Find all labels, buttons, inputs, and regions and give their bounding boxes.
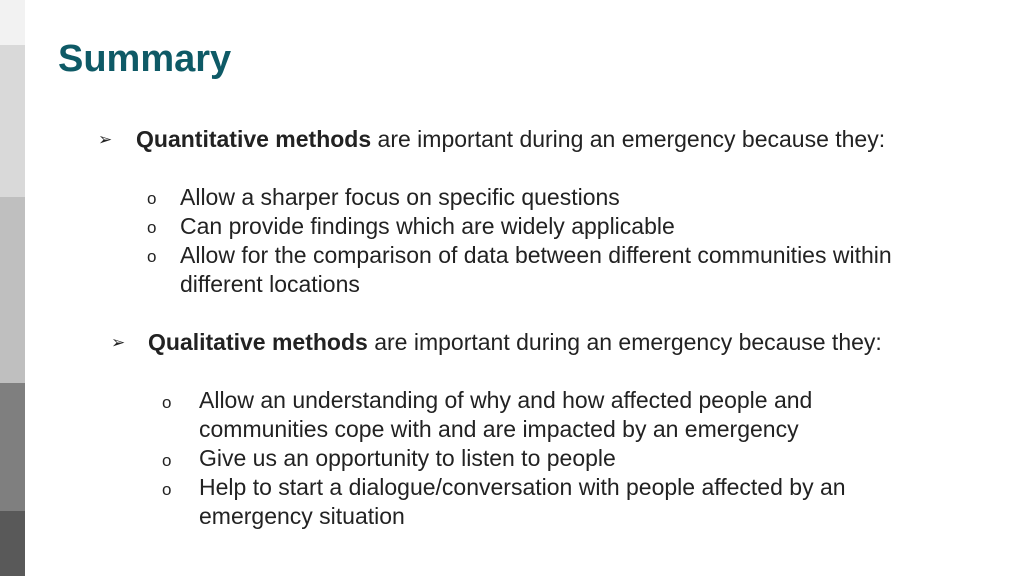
list-item-continuation: emergency situation	[199, 503, 405, 529]
circle-bullet-icon: o	[162, 451, 172, 470]
side-color-bar	[0, 0, 25, 576]
list-item-continuation: different locations	[180, 271, 360, 297]
side-bar-segment	[0, 383, 25, 511]
section-qualitative-heading	[148, 328, 882, 357]
list-item: Can provide findings which are widely applicable	[180, 213, 675, 239]
circle-bullet-icon: o	[147, 218, 157, 237]
circle-bullet-icon: o	[162, 393, 172, 412]
heading-bold-text: Quantitative methods	[136, 126, 372, 152]
list-item-continuation: communities cope with and are impacted by an emergency	[199, 416, 799, 442]
side-bar-segment	[0, 45, 25, 197]
heading-rest-text: are important during an emergency because they:	[367, 329, 882, 355]
slide-title: Summary	[58, 38, 232, 80]
side-bar-segment	[0, 0, 25, 45]
heading-rest-text: are important during an emergency because they:	[371, 126, 886, 152]
list-item: Allow an understanding of why and how affected people and	[199, 387, 813, 413]
section-quantitative-heading	[136, 125, 885, 154]
side-bar-segment	[0, 197, 25, 383]
heading-bold-text: Qualitative methods	[148, 329, 368, 355]
side-bar-segment	[0, 511, 25, 576]
circle-bullet-icon: o	[162, 480, 172, 499]
list-item: Allow a sharper focus on specific questions	[180, 184, 620, 210]
circle-bullet-icon: o	[147, 247, 157, 266]
arrow-bullet-icon: ➢	[111, 333, 126, 352]
list-item: Allow for the comparison of data between different communities within	[180, 242, 892, 268]
arrow-bullet-icon: ➢	[98, 130, 113, 149]
list-item: Give us an opportunity to listen to people	[199, 445, 616, 471]
list-item: Help to start a dialogue/conversation with people affected by an	[199, 474, 846, 500]
circle-bullet-icon: o	[147, 189, 157, 208]
